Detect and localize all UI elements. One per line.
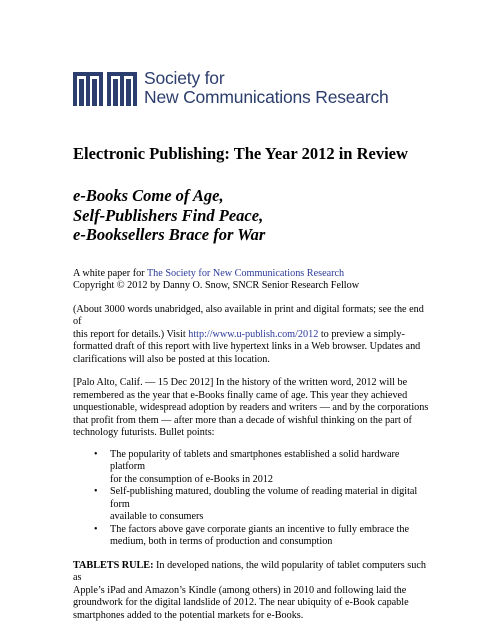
dateline-line: technology futurists. Bullet points: xyxy=(73,427,215,438)
copyright-line: Copyright © 2012 by Danny O. Snow, SNCR Senior Research Fellow xyxy=(73,280,360,291)
intro-paragraph xyxy=(73,268,433,293)
bullet-icon: • xyxy=(94,448,98,460)
about-line: clarifications will also be posted at this location. xyxy=(73,353,270,365)
dateline-line: remembered as the year that e-Books finally came of age. This year they achieved xyxy=(73,389,408,401)
tablets-line: In developed nations, the wild popularity of tablet computers such as xyxy=(73,559,426,583)
document-title: Electronic Publishing: The Year 2012 in Review xyxy=(73,144,408,163)
about-line: this report for details.) Visit xyxy=(73,328,189,340)
dateline-line: unquestionable, widespread adoption by readers and writers — and by the corporations xyxy=(73,402,429,413)
bullet-icon: • xyxy=(94,523,98,535)
bullet-item xyxy=(94,486,433,524)
bullet-icon: • xyxy=(94,486,98,497)
bullet-text: The factors above gave corporate giants an incentive to fully embrace the xyxy=(110,523,409,535)
logo-line-2: New Communications Research xyxy=(144,87,389,107)
logo-wordmark xyxy=(144,69,389,107)
subtitle-line: Self-Publishers Find Peace, xyxy=(73,205,264,225)
dateline-line: [Palo Alto, Calif. — 15 Dec 2012] In the history of the written word, 2012 will be xyxy=(73,377,408,388)
u-publish-link[interactable]: http://www.u-publish.com/2012 xyxy=(188,328,319,340)
sncr-link[interactable]: The Society for New Communications Research xyxy=(146,267,345,279)
about-paragraph xyxy=(73,304,433,367)
tablets-line: groundwork for the digital landslide of 2012. The near ubiquity of e-Book capable xyxy=(73,597,409,608)
document-body xyxy=(73,144,433,622)
bullet-text: for the consumption of e-Books in 2012 xyxy=(110,473,273,485)
bullet-text: The popularity of tablets and smartphones established a solid hardware platform xyxy=(110,448,400,472)
subtitle-line: e-Books Come of Age, xyxy=(73,186,224,205)
tablets-paragraph xyxy=(73,560,433,623)
bullet-item xyxy=(94,523,433,549)
dateline-paragraph xyxy=(73,377,433,440)
tablets-line: smartphones added to the potential markets for e-Books. xyxy=(73,609,304,621)
tablets-heading: TABLETS RULE: xyxy=(73,559,154,571)
about-line: to preview a simply- xyxy=(318,328,405,340)
subtitle-line: e-Booksellers Brace for War xyxy=(73,225,266,244)
bullet-item xyxy=(94,448,433,487)
sncr-logo-mark-icon xyxy=(73,72,138,106)
bullet-text: available to consumers xyxy=(110,511,204,522)
about-line: formatted draft of this report with live hypertext links in a Web browser. Updates and xyxy=(73,341,421,352)
bullet-list xyxy=(73,449,433,549)
dateline-line: that profit from them — after more than a decade of wishful thinking on the part of xyxy=(73,414,412,426)
document-subtitle xyxy=(73,186,433,245)
bullet-text: Self-publishing matured, doubling the volume of reading material in digital form xyxy=(110,486,418,510)
sncr-logo xyxy=(73,66,389,110)
about-line: (About 3000 words unabridged, also available in print and digital formats; see the end of xyxy=(73,303,424,327)
tablets-line: Apple’s iPad and Amazon’s Kindle (among others) in 2010 and following laid the xyxy=(73,584,407,596)
bullet-text: medium, both in terms of production and consumption xyxy=(110,536,333,547)
intro-prefix: A white paper for xyxy=(73,267,147,279)
logo-line-1: Society for xyxy=(144,68,225,88)
